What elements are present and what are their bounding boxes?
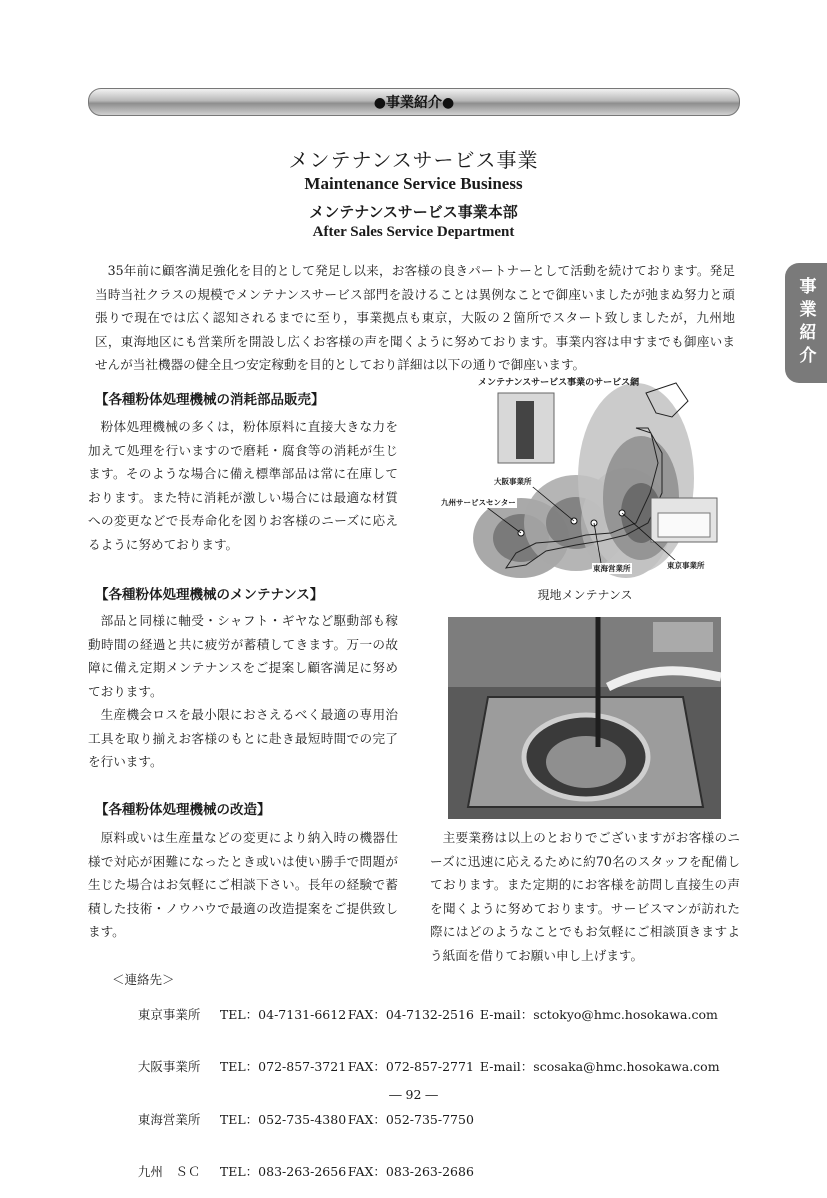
section-heading-parts-sales: 【各種粉体処理機械の消耗部品販売】 [95, 388, 325, 408]
section-body-parts-sales: 粉体処理機械の多くは，粉体原料に直接大きな力を加えて処理を行いますので磨耗・腐食等の消耗が生じます。そのような場合に備え標準部品は常に在庫しております。また特に消耗が激しい場合には最適な材質への変更などで長寿命化を図りお客様のニーズに応えるように努めております。 [88, 415, 398, 556]
equipment-housing [653, 622, 713, 652]
contact-row [122, 1041, 720, 1094]
contact-office: 大阪事業所 [138, 1058, 220, 1076]
side-index-tab [785, 263, 827, 383]
tokyo-office-building [658, 513, 710, 537]
contact-row [122, 1146, 720, 1198]
contact-email[interactable]: E-mail：sctokyo@hmc.hosokawa.com [480, 1007, 718, 1022]
contact-office: 九州 ＳＣ [138, 1163, 220, 1181]
contact-tel: TEL：072-857-3721 [220, 1058, 348, 1076]
article-title-en: Maintenance Service Business [0, 174, 827, 194]
onsite-maintenance-photo [448, 617, 721, 819]
section-body-maintenance [88, 609, 398, 774]
closing-paragraph: 主要業務は以上のとおりでございますがお客様のニーズに迅速に応えるために約70名のスタッフを配備しております。また定期的にお客様を訪問し直接生の声を聞くように努めております。サービスマンが訪れた際にはどのようなことでもお気軽にご相談頂きますよう紙面を借りてお願い申し上げます。 [430, 826, 740, 967]
figure-caption: 現地メンテナンス [520, 586, 650, 603]
map-title: メンテナンスサービス事業のサービス網 [478, 375, 639, 388]
section-body-maintenance-para-2: 生産機会ロスを最小限におさえるべく最適の専用治工具を取り揃えお客様のもとに赴き最短時間での完了を行います。 [88, 703, 398, 774]
map-label-kyushu: 九州サービスセンター [440, 497, 517, 508]
contact-row [122, 988, 720, 1041]
map-label-tokyo: 東京事業所 [666, 560, 706, 571]
contact-fax: FAX：04-7132-2516 [348, 1006, 480, 1024]
contact-fax: FAX：083-263-2686 [348, 1163, 480, 1181]
section-body-modification: 原料或いは生産量などの変更により納入時の機器仕様で対応が困難になったとき或いは使い勝手で問題が生じた場合はお気軽にご相談下さい。長年の経験で蓄積した技術・ノウハウで最適の改造提案をご提供致します。 [88, 826, 398, 944]
contact-office: 東京事業所 [138, 1006, 220, 1024]
contact-email[interactable]: E-mail：scosaka@hmc.hosokawa.com [480, 1059, 720, 1074]
department-name-jp: メンテナンスサービス事業本部 [0, 201, 827, 222]
section-heading-modification: 【各種粉体処理機械の改造】 [95, 798, 271, 818]
section-heading-maintenance: 【各種粉体処理機械のメンテナンス】 [95, 583, 323, 603]
contact-fax: FAX：072-857-2771 [348, 1058, 480, 1076]
contact-office: 東海営業所 [138, 1111, 220, 1129]
osaka-office-tower [516, 401, 534, 459]
contact-tel: TEL：04-7131-6612 [220, 1006, 348, 1024]
intro-paragraph: 35年前に顧客満足強化を目的として発足し以来，お客様の良きパートナーとして活動を続けております。発足当時当社クラスの規模でメンテナンスサービス部門を設けることは異例なことで御座いましたが弛まぬ努力と頑張りで現在では広く認知されるまでに至り，事業拠点も東京，大阪の２箇所でスタート致しましたが，九州地区，東海地区にも営業所を開設し広くお客様の声を聞くように努めております。事業内容は申すまでも御座いませんが当社機器の健全且つ安定稼動を目的としており詳細は以下の通りで御座います。 [95, 259, 735, 377]
article-title-jp: メンテナンスサービス事業 [0, 144, 827, 173]
service-network-map [436, 373, 736, 588]
machine-interior [546, 736, 626, 788]
contact-fax: FAX：052-735-7750 [348, 1111, 480, 1129]
department-name-en: After Sales Service Department [0, 224, 827, 241]
page-number: ― 92 ― [0, 1087, 827, 1102]
side-index-tab-label: 事業紹介 [794, 277, 819, 369]
map-label-tokai: 東海営業所 [592, 563, 632, 574]
contacts-heading: ＜連絡先＞ [112, 970, 175, 988]
contact-tel: TEL：052-735-4380 [220, 1111, 348, 1129]
map-label-osaka: 大阪事業所 [493, 476, 533, 487]
contact-tel: TEL：083-263-2656 [220, 1163, 348, 1181]
section-banner [88, 88, 740, 116]
section-body-maintenance-para-1: 部品と同様に軸受・シャフト・ギヤなど駆動部も稼動時間の経過と共に疲労が蓄積してきます。万一の故障に備え定期メンテナンスをご提案し顧客満足に努めております。 [88, 609, 398, 703]
section-banner-label: ●事業紹介● [374, 92, 454, 112]
